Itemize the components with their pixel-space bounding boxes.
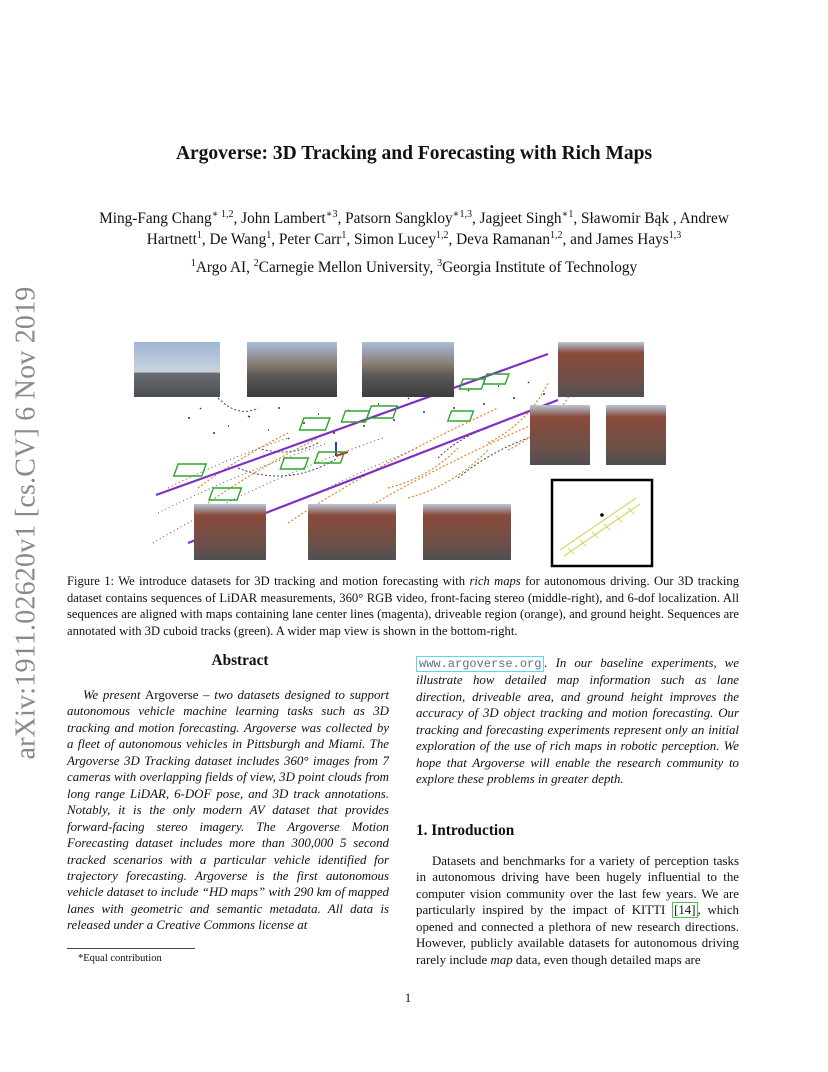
author: Hartnett [146,231,197,248]
paper-title: Argoverse: 3D Tracking and Forecasting with Rich Maps [175,143,653,164]
page-number: 1 [404,990,412,1005]
wide-map-view [552,480,652,566]
intro-text: data, even though detailed maps are [512,952,701,967]
abstract-continued [416,655,739,788]
abstract-heading: Abstract [211,652,269,669]
author-affil: ∗1,3 [452,208,472,220]
abstract-text: . In our baseline experiments, we illustrate how detailed map information such as lane direction, driveable area, and ground height improves the accuracy of 3D object tracking and motion forecasting. Our tracking and forecasting experiments represent only an initial exploration of the use of rich maps in robotic perception. We hope that Argoverse will enable the research community to explore these problems in greater depth. [416,656,739,787]
section-heading-introduction: 1. Introduction [416,822,515,839]
affil-name: Georgia Institute of Technology [442,259,638,276]
author: , Sławomir Bąk , Andrew [573,210,729,227]
author: , Peter Carr [271,231,342,248]
author: , Simon Lucey [346,231,436,248]
affil-name: Argo AI, [195,259,254,276]
affil-mark: 3 [437,257,443,269]
author: , Patsorn Sangkloy [337,210,453,227]
camera-images-bottom [194,504,511,560]
arxiv-id: arXiv:1911.02620v1 [cs.CV] 6 Nov 2019 [10,286,42,760]
intro-emphasis: map [490,952,513,967]
author: , John Lambert [233,210,326,227]
author-affil: ∗1 [561,208,574,220]
footnote: *Equal contribution [78,953,162,964]
author-affil: ∗3 [325,208,338,220]
affil-mark: 2 [253,257,259,269]
affil-mark: 1 [190,257,196,269]
affil-name: Carnegie Mellon University, [258,259,438,276]
author-affil: 1 [266,229,272,241]
figure-caption [67,573,739,639]
cuboid-tracks [174,374,509,500]
author-line-2 [60,229,768,250]
author: , and James Hays [562,231,669,248]
author-affil: 1,2 [550,229,563,241]
abstract-text: – two datasets designed to support autonomous vehicle machine learning tasks such as 3D tracking and motion forecasting. Argoverse was collected by a fleet of autonomous vehicles in Pittsburgh and Miami. The Argoverse 3D Tracking dataset includes 360° images from 7 cameras with overlapping fields of view, 3D point clouds from long range LiDAR, 6-DOF pose, and 3D track annotations. Notably, it is the only modern AV dataset that provides forward-facing stereo imagery. The Argoverse Motion Forecasting dataset includes more than 300,000 5 second tracked scenarios with a particular vehicle identified for trajectory forecasting. Argoverse is the first autonomous vehicle dataset to include “HD maps” with 290 km of mapped lanes with geometric and semantic metadata. All data is released under a Creative Commons license at [67,688,389,933]
author-affil: 1,3 [668,229,682,241]
intro-text: , which opened and connected a plethora of new research directions. However, publicly available datasets for autonomous driving rarely include [416,903,739,967]
abstract-body [67,687,389,934]
arxiv-stamp [4,288,48,758]
ego-axes [336,442,348,456]
author-affil: 1,2 [435,229,449,241]
introduction-body [416,853,739,968]
citation-link[interactable]: [14] [674,903,696,918]
camera-images-top [134,342,644,397]
stereo-images [530,405,666,465]
intro-text: Datasets and benchmarks for a variety of perception tasks in autonomous driving have been hugely influential to the computer vision community over the last few years. We are particularly inspired by the impact of KITTI [416,854,739,918]
caption-emphasis: rich maps [469,574,521,588]
caption-text: Figure 1: We introduce datasets for 3D tracking and motion forecasting with [67,574,470,588]
abstract-dataset-name: Argoverse [145,688,199,702]
author-list [60,208,768,250]
author: , Deva Ramanan [448,231,550,248]
author-affil: ∗ 1,2 [211,208,234,220]
footnote-rule [67,948,195,949]
author: , De Wang [201,231,267,248]
author-affil: 1 [341,229,347,241]
affiliations [60,259,768,277]
project-url-link[interactable]: www.argoverse.org [416,656,544,672]
author: , Jagjeet Singh [471,210,562,227]
caption-text: for autonomous driving. Our 3D tracking dataset contains sequences of LiDAR measurements, 360° RGB video, front-facing stereo (middle-right), and 6-dof localization. All sequences are aligned with maps containing lane center lines (magenta), driveable region (orange), and ground height. Sequences are annotated with 3D cuboid tracks (green). A wider map view is shown in the bottom-right. [67,574,739,638]
author: Ming-Fang Chang [99,210,212,227]
author-line-1 [60,208,768,229]
teaser-figure [128,338,698,570]
abstract-text: We present [83,688,146,702]
author-affil: 1 [196,229,202,241]
